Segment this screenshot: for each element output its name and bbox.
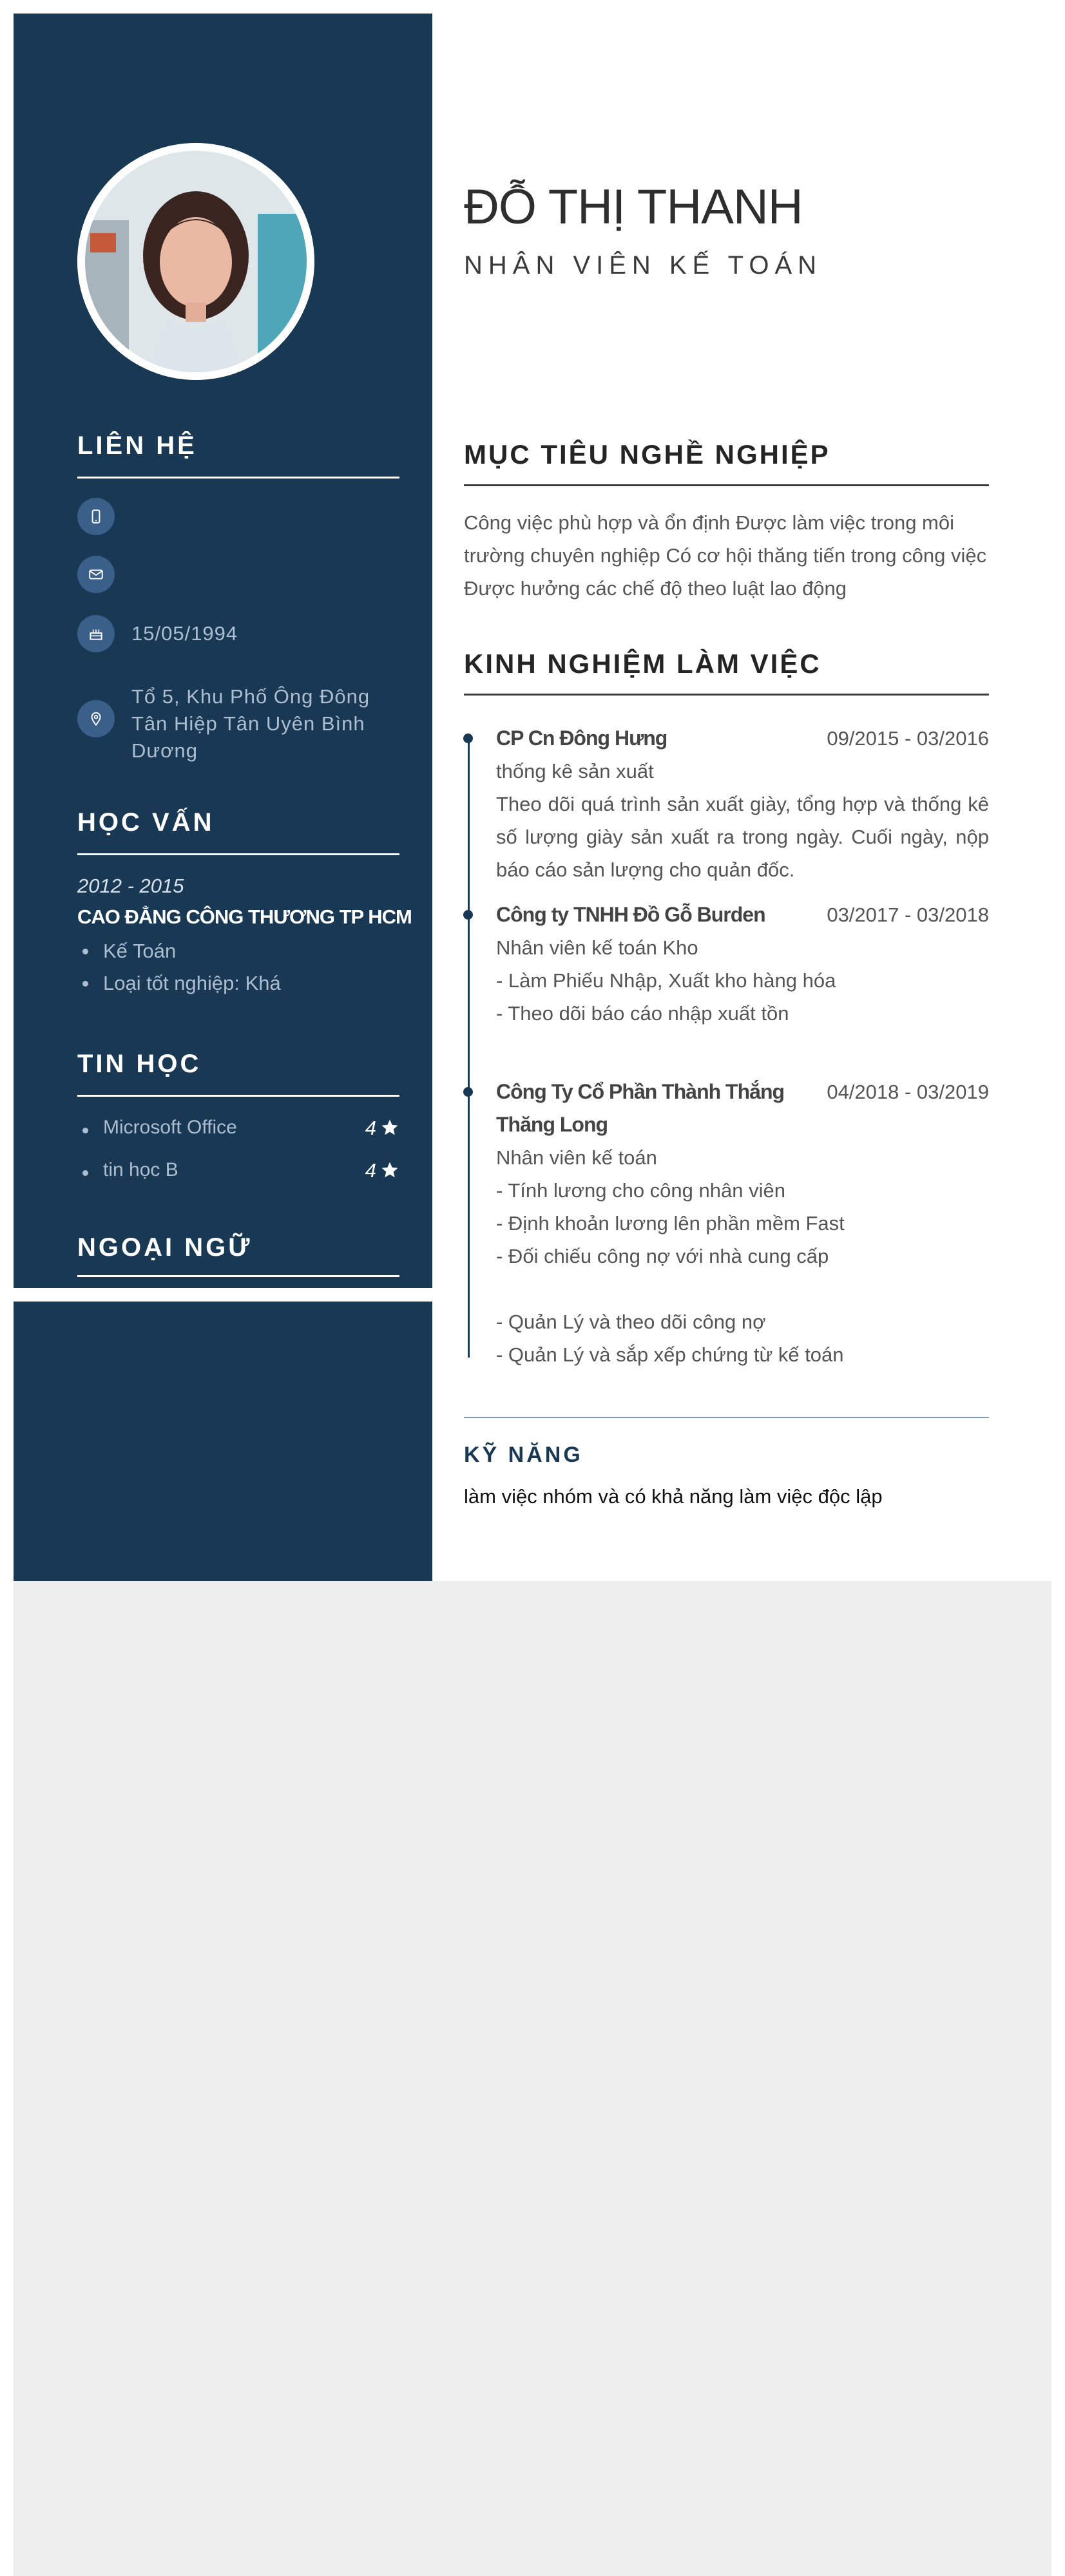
job-role: Nhân viên kế toán — [496, 1146, 657, 1169]
sidebar-continued — [14, 1302, 432, 1581]
job-details — [496, 931, 989, 1030]
education-period: 2012 - 2015 — [77, 875, 184, 897]
address-line: Tân Hiệp Tân Uyên Bình — [131, 712, 365, 735]
education-heading: HỌC VẤN — [77, 808, 215, 837]
experience-heading: KINH NGHIỆM LÀM VIỆC — [464, 649, 821, 679]
languages-divider — [77, 1275, 399, 1277]
star-icon — [380, 1118, 399, 1137]
job-task: - Theo dõi báo cáo nhập xuất tồn — [496, 1002, 789, 1025]
skills-heading: KỸ NĂNG — [464, 1443, 583, 1467]
job-task: - Định khoản lương lên phần mềm Fast — [496, 1212, 845, 1235]
objective-text: Công việc phù hợp và ổn định Được làm việc trong môi trường chuyên nghiệp Có cơ hội thăng tiến trong công việc Được hưởng các chế độ theo luật lao động — [464, 511, 987, 600]
timeline-dot — [463, 734, 473, 743]
job-details — [496, 755, 989, 886]
education-divider — [77, 853, 399, 855]
timeline-dot — [463, 1087, 473, 1097]
job-period: 04/2018 - 03/2019 — [827, 1081, 989, 1103]
birthday-cake-icon — [77, 615, 115, 652]
address-line: Dương — [131, 739, 198, 762]
job-task: - Làm Phiếu Nhập, Xuất kho hàng hóa — [496, 969, 836, 992]
birthday-value: 15/05/1994 — [131, 622, 238, 645]
skills-text: làm việc nhóm và có khả năng làm việc độc lập — [464, 1485, 883, 1508]
it-skills-heading: TIN HỌC — [77, 1050, 202, 1078]
job-company — [496, 1075, 784, 1141]
timeline-dot — [463, 910, 473, 920]
email-icon — [77, 556, 115, 593]
job-task: - Đối chiếu công nợ với nhà cung cấp — [496, 1245, 829, 1267]
address-line: Tổ 5, Khu Phố Ông Đông — [131, 685, 370, 708]
address-value — [131, 683, 370, 764]
objective-heading: MỤC TIÊU NGHỀ NGHIỆP — [464, 439, 830, 469]
education-detail: Kế Toán — [77, 935, 281, 967]
candidate-position: NHÂN VIÊN KẾ TOÁN — [464, 251, 823, 279]
candidate-name: ĐỖ THỊ THANH — [464, 180, 803, 234]
job-company-line: Thăng Long — [496, 1113, 608, 1136]
job-details — [496, 1141, 989, 1371]
star-icon — [380, 1160, 399, 1180]
skill-row — [77, 1114, 399, 1146]
job-company: Công ty TNHH Đồ Gỗ Burden — [496, 903, 765, 926]
empty-page-area — [14, 1581, 1051, 2576]
it-skills-divider — [77, 1095, 399, 1097]
objective-divider — [464, 484, 989, 486]
job-description: Theo dõi quá trình sản xuất giày, tổng hợp và thống kê số lượng giày sản xuất ra trong ngày. Cuối ngày, nộp báo cáo sản lượng cho quản đốc. — [496, 793, 989, 881]
job-task: - Quản Lý và sắp xếp chứng từ kế toán — [496, 1343, 844, 1366]
skills-divider — [464, 1417, 989, 1418]
phone-icon — [77, 498, 115, 535]
skill-rating: 4 — [365, 1159, 376, 1182]
job-company: CP Cn Đông Hưng — [496, 726, 667, 750]
bullet-dot — [82, 1128, 88, 1133]
contact-divider — [77, 477, 399, 478]
education-details — [77, 935, 281, 999]
job-role: thống kê sản xuất — [496, 760, 654, 782]
job-role: Nhân viên kế toán Kho — [496, 936, 698, 959]
job-period: 03/2017 - 03/2018 — [827, 904, 989, 926]
location-pin-icon — [77, 700, 115, 737]
timeline-line — [468, 734, 470, 1358]
job-task: - Quản Lý và theo dõi công nợ — [496, 1311, 766, 1333]
experience-divider — [464, 694, 989, 696]
avatar — [77, 143, 314, 380]
education-detail: Loại tốt nghiệp: Khá — [77, 967, 281, 999]
bullet-dot — [82, 1170, 88, 1176]
job-task-spacer — [496, 1273, 989, 1305]
skill-name: Microsoft Office — [103, 1117, 237, 1138]
skill-row — [77, 1157, 399, 1189]
job-task: - Tính lương cho công nhân viên — [496, 1179, 785, 1202]
education-school: CAO ĐẲNG CÔNG THƯƠNG TP HCM — [77, 905, 412, 928]
languages-heading: NGOẠI NGỮ — [77, 1233, 253, 1262]
skill-name: tin học B — [103, 1159, 178, 1180]
contact-heading: LIÊN HỆ — [77, 431, 197, 460]
job-period: 09/2015 - 03/2016 — [827, 727, 989, 750]
skill-rating: 4 — [365, 1117, 376, 1139]
job-company-line: Công Ty Cổ Phần Thành Thắng — [496, 1080, 785, 1103]
